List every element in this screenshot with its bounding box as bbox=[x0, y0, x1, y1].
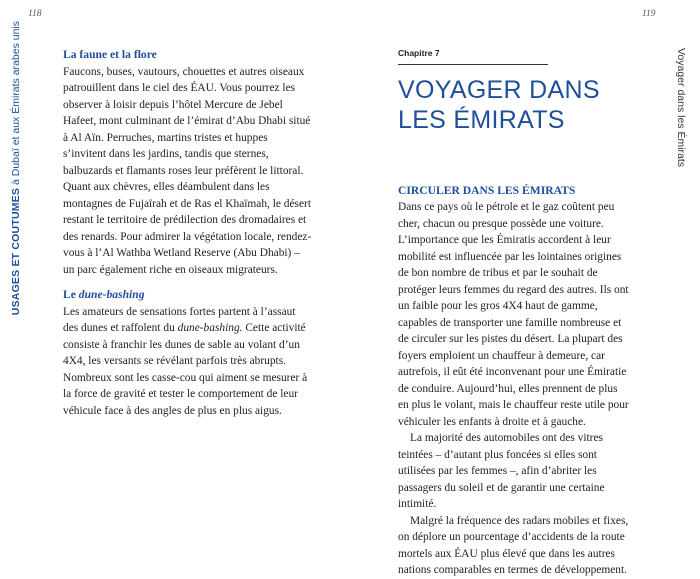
text-italic: dune-bashing. bbox=[177, 322, 243, 334]
left-running-header-text bbox=[10, 21, 22, 315]
chapter-title bbox=[398, 75, 630, 135]
text-before: Les amateurs de sensations fortes partent à l’assaut des dunes et raffolent du bbox=[63, 305, 296, 334]
section-heading-dune-bashing bbox=[63, 287, 313, 304]
paragraph-3: Malgré la fréquence des radars mobiles et fixes, on déplore un pourcentage d’accidents de la route mortels aux ÉAU plus élevé que dans les autres nations comparables en termes de développement. bbox=[398, 514, 629, 576]
running-header-rest: à Dubaï et aux Émirats arabes unis bbox=[10, 20, 22, 188]
running-header-bold: USAGES ET COUTUMES bbox=[10, 187, 22, 316]
left-page-number: 118 bbox=[28, 9, 42, 19]
right-running-header bbox=[672, 48, 690, 168]
right-running-header-text: Voyager dans les Émirats bbox=[675, 48, 687, 168]
chapter-title-line1: VOYAGER DANS bbox=[398, 75, 600, 104]
paragraph-1: Dans ce pays où le pétrole et le gaz coûtent peu cher, chacun ou presque possède une voiture. L’importance que les Émiratis accordent à leur mobilité est influencée par les lointaines origines de bon nombre de tribus et par le souhait de protéger leurs femmes du regard des autres. Ils ont un faible pour les gros 4X4 haut de gamme, capables de transporter une famille nombreuse et de circuler sur les pistes du désert. La plupart des foyers emploient un chauffeur à demeure, car autrefois, il eût été inconvenant pour une Émiratie de conduire. Aujourd’hui, elles prennent de plus en plus le volant, mais le chauffeur reste utile pour véhiculer les enfants à droite et à gauche. bbox=[398, 201, 629, 428]
right-page-number: 119 bbox=[642, 9, 656, 19]
heading-prefix: Le bbox=[63, 288, 79, 301]
chapter-label: Chapitre 7 bbox=[398, 45, 548, 65]
section-text-fauna: Faucons, buses, vautours, chouettes et autres oiseaux patrouillent dans le ciel des ÉAU. Vous pourrez les observer à loisir depuis l’hôtel Mercure de Jebel Hafeet, mont culminant de l’émirat d’Abu Dhabi situé à Al Aïn. Perruches, martins tristes et huppes s’invitent dans les jardins, tandis que sternes, balbuzards et flamants roses leur préfèrent le littoral. Quant aux chèvres, elles déambulent dans les montagnes de Fujaïrah et de Ras el Khaïmah, le désert restant le territoire de prédilection des dromadaires et des renards. Pour admirer la végétation locale, rendez-vous à l’Al Wathba Wetland Reserve (Abu Dhabi) – un parc également riche en oiseaux migrateurs. bbox=[63, 65, 312, 276]
section-heading-fauna: La faune et la flore bbox=[63, 48, 157, 61]
chapter-title-line2: LES ÉMIRATS bbox=[398, 105, 565, 134]
section-text-dune-bashing bbox=[63, 304, 313, 420]
heading-italic: dune-bashing bbox=[78, 288, 145, 301]
text-after: Cette activité consiste à franchir les dunes de sable au volant d’un 4X4, les versants se révélant parfois très abrupts. Nombreux sont les casse-cou qui aiment se mesurer à la force de gravité et tester le comportement de leur véhicule face à des angles de plus en plus aigus. bbox=[63, 322, 308, 417]
section-heading-circulate: CIRCULER DANS LES ÉMIRATS bbox=[398, 183, 576, 197]
paragraph-2: La majorité des automobiles ont des vitres teintées – d’autant plus foncées si elles sont utilisées par les femmes –, afin d’abriter les passagers du soleil et de garantir une certaine intimité. bbox=[398, 432, 605, 510]
right-page-body bbox=[398, 45, 630, 579]
left-running-header bbox=[6, 20, 26, 316]
left-page-body bbox=[63, 47, 313, 419]
